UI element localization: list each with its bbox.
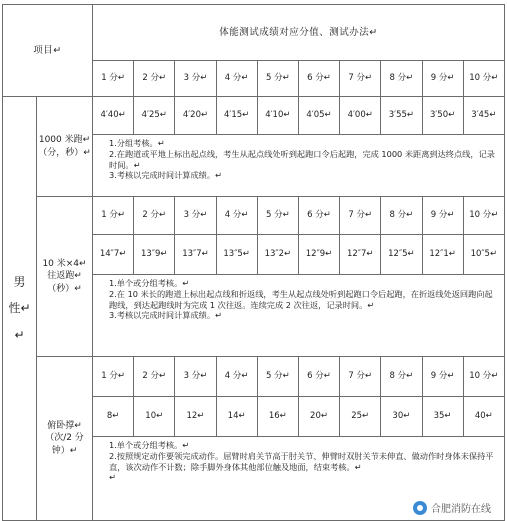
score-cell: 8 分↵ [381, 357, 422, 397]
watermark-text: 合肥消防在线 [431, 504, 491, 515]
score-cell: 1 分↵ [93, 357, 134, 397]
score-cell: 9 分↵ [422, 357, 463, 397]
value-cell: 4′00↵ [340, 97, 381, 135]
value-cell: 4′15↵ [216, 97, 257, 135]
value-cell: 3′55↵ [381, 97, 422, 135]
value-cell: 16↵ [257, 397, 298, 437]
value-cell: 10″5↵ [463, 235, 504, 275]
value-cell: 12″1↵ [422, 235, 463, 275]
value-cell: 35↵ [422, 397, 463, 437]
score-cell: 6 分↵ [298, 197, 339, 235]
score-cell: 5 分↵ [257, 197, 298, 235]
item-shuttle-run: 10 米×4↵ 往返跑↵ （秒）↵ [37, 197, 93, 357]
value-cell: 13″7↵ [175, 235, 216, 275]
value-cell: 13″2↵ [257, 235, 298, 275]
value-cell: 13″9↵ [134, 235, 175, 275]
score-cell: 4 分↵ [216, 357, 257, 397]
score-cell: 1 分↵ [93, 197, 134, 235]
score-cell: 8 分↵ [381, 197, 422, 235]
score-cell: 5 分↵ [257, 61, 298, 97]
score-cell: 4 分↵ [216, 197, 257, 235]
score-cell: 7 分↵ [340, 357, 381, 397]
instruction-line: 2.在跑道或平地上标出起点线，考生从起点线处听到起跑口令后起跑，完成 1000 米距离到达终点线，记录时间。↵ [109, 148, 495, 170]
value-cell: 3′45↵ [463, 97, 504, 135]
score-cell: 6 分↵ [298, 61, 339, 97]
instruction-line: 3.考核以完成时间计算成绩。↵ [109, 170, 222, 181]
instruction-line: 2.在 10 米长的跑道上标出起点线和折返线，考生从起点线处听到起跑口令后起跑，在折返线处返回跑向起跑线，到达起跑线时为完成 1 次往返。连续完成 2 次往返，记录时间。↵ [109, 288, 493, 310]
score-cell: 2 分↵ [134, 357, 175, 397]
score-cell: 8 分↵ [381, 61, 422, 97]
value-cell: 4′25↵ [134, 97, 175, 135]
score-cell: 10 分↵ [463, 357, 504, 397]
score-cell: 7 分↵ [340, 61, 381, 97]
instructions-shuttle-run [93, 275, 505, 357]
table-title: 体能测试成绩对应分值、测试办法↵ [93, 5, 505, 61]
score-cell: 2 分↵ [134, 197, 175, 235]
score-cell: 4 分↵ [216, 61, 257, 97]
instruction-line: 1.分组考核。↵ [109, 138, 165, 148]
item-push-ups: 俯卧撑↵ （次/2 分 钟）↵ [37, 357, 93, 521]
watermark [409, 499, 495, 516]
instruction-line: 1.单个或分组考核。↵ [109, 440, 190, 450]
fitness-scoring-table [2, 4, 505, 521]
value-cell: 40↵ [463, 397, 504, 437]
score-cell: 6 分↵ [298, 357, 339, 397]
table-row [3, 97, 505, 135]
score-cell: 1 分↵ [93, 61, 134, 97]
value-cell: 4′40↵ [93, 97, 134, 135]
value-cell: 25↵ [340, 397, 381, 437]
value-cell: 3′50↵ [422, 97, 463, 135]
value-cell: 12″7↵ [340, 235, 381, 275]
table-row [3, 197, 505, 235]
value-cell: 12↵ [175, 397, 216, 437]
value-cell: 30↵ [381, 397, 422, 437]
instruction-line: ↵ [109, 472, 116, 483]
value-cell: 4′10↵ [257, 97, 298, 135]
value-cell: 14″7↵ [93, 235, 134, 275]
value-cell: 10↵ [134, 397, 175, 437]
item-header: 项目↵ [3, 5, 93, 97]
score-cell: 7 分↵ [340, 197, 381, 235]
score-cell: 2 分↵ [134, 61, 175, 97]
value-cell: 4′05↵ [298, 97, 339, 135]
wechat-logo-icon [413, 501, 427, 515]
score-cell: 5 分↵ [257, 357, 298, 397]
gender-cell: 男 性↵ ↵ [3, 97, 37, 521]
table-row [3, 357, 505, 397]
value-cell: 20↵ [298, 397, 339, 437]
instruction-line: 3.考核以完成时间计算成绩。↵ [109, 310, 222, 321]
value-cell: 12″5↵ [381, 235, 422, 275]
score-cell: 9 分↵ [422, 197, 463, 235]
score-cell: 10 分↵ [463, 61, 504, 97]
instructions-1000m [93, 135, 505, 197]
score-cell: 3 分↵ [175, 197, 216, 235]
score-cell: 3 分↵ [175, 61, 216, 97]
value-cell: 8↵ [93, 397, 134, 437]
score-cell: 10 分↵ [463, 197, 504, 235]
value-cell: 13″5↵ [216, 235, 257, 275]
item-1000m: 1000 米跑↵ （分，秒）↵ [37, 97, 93, 197]
instruction-line: 1.单个或分组考核。↵ [109, 278, 190, 288]
score-cell: 3 分↵ [175, 357, 216, 397]
instruction-line: 2.按照规定动作要领完成动作。屈臂时肩关节高于肘关节、伸臂时双肘关节未伸直、做动作时身体未保持平直，该次动作不计数；除手脚外身体其他部位触及地面，结束考核。↵ [109, 450, 494, 472]
value-cell: 12″9↵ [298, 235, 339, 275]
value-cell: 4′20↵ [175, 97, 216, 135]
value-cell: 14↵ [216, 397, 257, 437]
score-cell: 9 分↵ [422, 61, 463, 97]
